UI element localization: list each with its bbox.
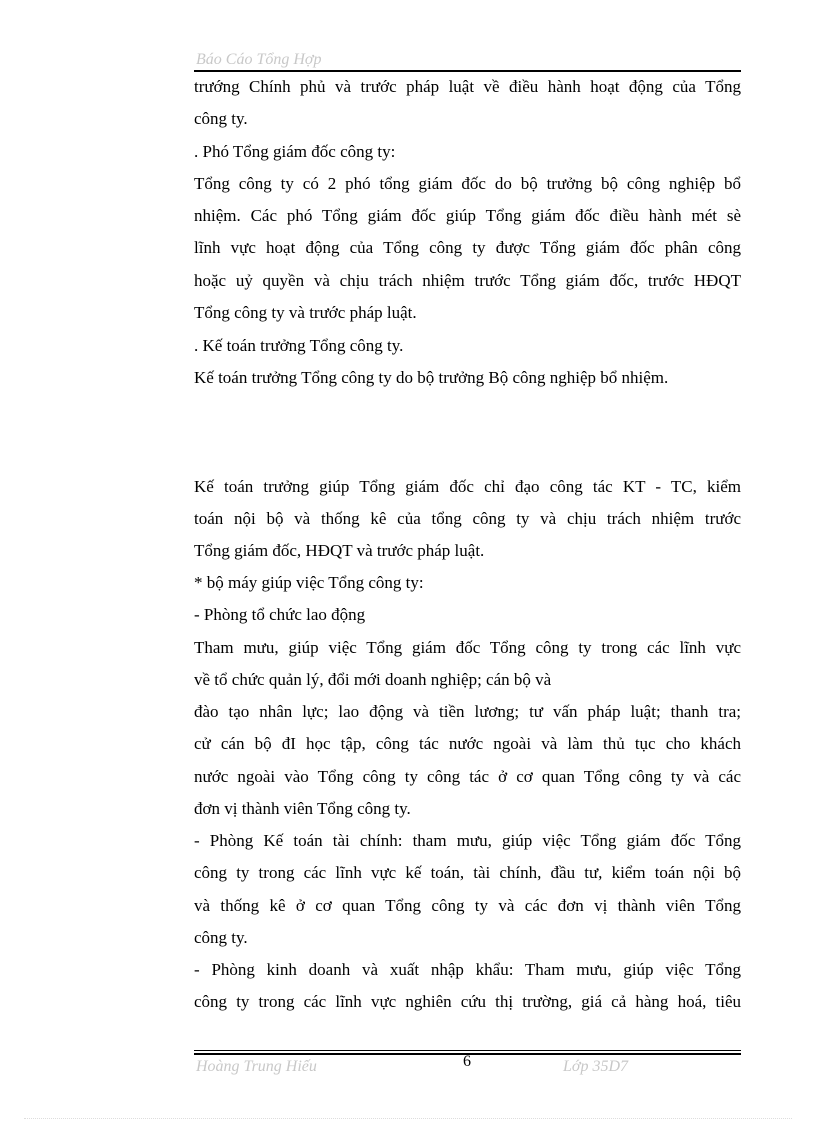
body-line: hoặc uỷ quyền và chịu trách nhiệm trước Tổng giám đốc, trước HĐQT <box>194 271 741 290</box>
body-line: Kế toán trưởng giúp Tổng giám đốc chỉ đạo công tác KT - TC, kiểm <box>194 477 741 496</box>
body-line: về tổ chức quản lý, đổi mới doanh nghiệp; cán bộ và <box>194 670 552 689</box>
body-line: cử cán bộ đI học tập, công tác nước ngoài và làm thủ tục cho khách <box>194 734 741 753</box>
body-line: Tổng giám đốc, HĐQT và trước pháp luật. <box>194 541 485 560</box>
body-line: đơn vị thành viên Tổng công ty. <box>194 799 411 818</box>
body-line: lĩnh vực hoạt động của Tổng công ty được Tổng giám đốc phân công <box>194 238 741 257</box>
body-line: công ty trong các lĩnh vực kế toán, tài chính, đầu tư, kiểm toán nội bộ <box>194 863 741 882</box>
body-line: Tham mưu, giúp việc Tổng giám đốc Tổng công ty trong các lĩnh vực <box>194 638 741 657</box>
body-line: toán nội bộ và thống kê của tổng công ty và chịu trách nhiệm trước <box>194 509 741 528</box>
body-line: . Phó Tổng giám đốc công ty: <box>194 142 396 161</box>
body-line: và thống kê ở cơ quan Tổng công ty và các đơn vị thành viên Tổng <box>194 896 741 915</box>
body-line: nhiệm. Các phó Tổng giám đốc giúp Tổng giám đốc điều hành mét sè <box>194 206 741 225</box>
footer-author: Hoàng Trung Hiếu <box>196 1058 317 1075</box>
body-line: công ty. <box>194 928 248 947</box>
body-line: trướng Chính phủ và trước pháp luật về điều hành hoạt động của Tổng <box>194 77 741 96</box>
body-line: Tổng công ty có 2 phó tổng giám đốc do bộ trưởng bộ công nghiệp bổ <box>194 174 741 193</box>
body-line: Kế toán trưởng Tổng công ty do bộ trưởng Bộ công nghiệp bổ nhiệm. <box>194 368 669 387</box>
body-line: Tổng công ty và trước pháp luật. <box>194 303 417 322</box>
body-line: * bộ máy giúp việc Tổng công ty: <box>194 573 424 592</box>
footer-class-label: Lớp 35D7 <box>563 1058 628 1075</box>
header-rule <box>194 70 741 72</box>
footer-rule-thin <box>194 1050 741 1051</box>
page-number: 6 <box>463 1053 471 1070</box>
page-bottom-border <box>24 1118 792 1119</box>
body-line: công ty. <box>194 109 248 128</box>
body-line: - Phòng kinh doanh và xuất nhập khẩu: Tham mưu, giúp việc Tổng <box>194 960 741 979</box>
body-line: đào tạo nhân lực; lao động và tiền lương; tư vấn pháp luật; thanh tra; <box>194 702 741 721</box>
body-line: công ty trong các lĩnh vực nghiên cứu thị trường, giá cả hàng hoá, tiêu <box>194 992 741 1011</box>
body-line: - Phòng Kế toán tài chính: tham mưu, giúp việc Tổng giám đốc Tổng <box>194 831 741 850</box>
header-title: Báo Cáo Tổng Hợp <box>196 51 322 68</box>
body-line: - Phòng tổ chức lao động <box>194 605 366 624</box>
body-line: . Kế toán trưởng Tổng công ty. <box>194 336 404 355</box>
body-line: nước ngoài vào Tổng công ty công tác ở cơ quan Tổng công ty và các <box>194 767 741 786</box>
